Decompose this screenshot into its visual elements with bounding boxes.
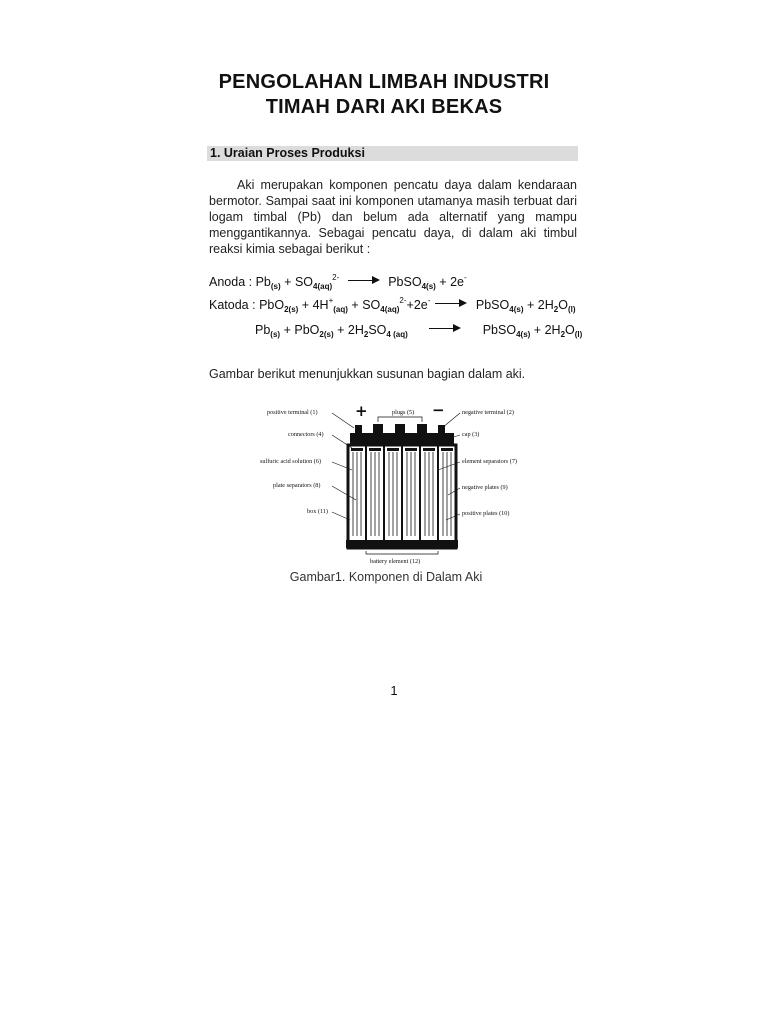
label-cap: cap (3) — [462, 431, 480, 438]
eq-charge: - — [427, 296, 431, 305]
section-heading: 1. Uraian Proses Produksi — [210, 146, 365, 160]
plug — [417, 424, 427, 434]
eq-subscript: 4 — [509, 305, 514, 314]
eq-subscript: 2 — [319, 330, 324, 339]
eq-term: PbO — [294, 323, 320, 337]
document-title — [0, 70, 768, 120]
eq-subscript: 4 — [386, 330, 391, 339]
eq-term: 2H — [347, 323, 364, 337]
eq-term: 2H — [537, 298, 554, 312]
label-plugs: plugs (5) — [392, 409, 415, 416]
eq-state: (aq) — [384, 305, 400, 314]
eq-term: PbO — [259, 298, 285, 312]
eq-charge: + — [328, 296, 334, 305]
minus-sign: − — [432, 401, 445, 419]
eq-state: (s) — [270, 282, 281, 291]
positive-terminal — [355, 425, 362, 434]
eq-term: Pb — [255, 323, 271, 337]
figure-intro-text: Gambar berikut menunjukkan susunan bagian dalam aki. — [209, 367, 526, 381]
eq-subscript: 2 — [363, 330, 369, 339]
label-box: box (11) — [307, 508, 328, 515]
section-heading-bar — [207, 146, 578, 161]
eq-term: PbSO — [475, 298, 510, 312]
label-element-separators: element separators (7) — [462, 458, 517, 465]
eq-state: (aq) — [393, 330, 408, 339]
eq-operator: + — [526, 298, 535, 312]
eq-operator: + — [351, 298, 359, 312]
eq-term: SO — [362, 298, 381, 312]
eq-state: (s) — [288, 305, 299, 314]
eq-state: (s) — [270, 330, 281, 339]
eq-subscript: 4 — [421, 282, 427, 291]
eq-operator: + — [439, 275, 447, 289]
label-sulfuric-acid: sulfuric acid solution (6) — [260, 458, 322, 465]
eq-term: 2e — [450, 275, 464, 289]
eq-state: (aq) — [317, 282, 333, 291]
equation-overall — [255, 322, 582, 343]
eq-state: (s) — [323, 330, 334, 339]
eq-state: (aq) — [333, 305, 348, 314]
eq-term: 2H — [544, 323, 561, 337]
plus-sign: + — [355, 402, 368, 420]
page-number: 1 — [390, 683, 398, 698]
reaction-arrow — [435, 299, 467, 308]
plug — [373, 424, 383, 434]
battery-cover — [350, 433, 454, 445]
eq-term: O — [558, 298, 568, 312]
eq-term: PbSO — [388, 275, 422, 289]
eq-term: PbSO — [482, 323, 517, 337]
eq-operator: + — [301, 298, 310, 312]
eq-subscript: 4 — [516, 330, 521, 339]
plug — [395, 424, 405, 434]
body-paragraph — [209, 177, 577, 257]
label-negative-plates: negative plates (9) — [462, 484, 508, 491]
paragraph-text: Aki merupakan komponen pencatu daya dalam kendaraan bermotor. Sampai saat ini komponen utamanya masih terbuat dari logam timbal (Pb) dan belum ada alternatif yang mampu menggantikannya. Sebagai pencatu daya, di dalam aki timbul reaksi kimia sebagai berikut : — [209, 178, 577, 256]
eq-operator: + — [533, 323, 542, 337]
element-bracket — [366, 551, 438, 554]
figure-caption: Gambar1. Komponen di Dalam Aki — [289, 570, 483, 584]
eq-term: 4H — [312, 298, 329, 312]
reaction-arrow — [429, 324, 461, 333]
equation-cathode — [209, 293, 576, 318]
eq-operator: + — [337, 323, 345, 337]
eq-charge: - — [464, 273, 467, 282]
cathode-label: Katoda : — [209, 298, 256, 312]
title-line-1: PENGOLAHAN LIMBAH INDUSTRI — [218, 71, 550, 93]
eq-state: (s) — [426, 282, 436, 291]
eq-operator: + — [284, 275, 292, 289]
eq-subscript: 4 — [313, 282, 318, 291]
eq-subscript: 4 — [380, 305, 385, 314]
battery-base — [346, 540, 458, 548]
label-positive-plates: positive plates (10) — [462, 510, 510, 517]
eq-operator: + — [406, 298, 414, 312]
label-plate-separators: plate separators (8) — [273, 482, 321, 489]
label-connectors: connectors (4) — [288, 431, 324, 438]
eq-state: (l) — [574, 330, 583, 339]
anode-label: Anoda : — [209, 275, 253, 289]
label-positive-terminal: positive terminal (1) — [267, 409, 318, 416]
reaction-arrow — [348, 276, 380, 285]
eq-state: (l) — [567, 305, 576, 314]
eq-term: SO — [368, 323, 387, 337]
eq-charge: 2- — [332, 273, 340, 282]
eq-state: (s) — [513, 305, 524, 314]
eq-term: O — [565, 323, 575, 337]
eq-operator: + — [283, 323, 291, 337]
eq-subscript: 2 — [553, 305, 559, 314]
eq-subscript: 2 — [560, 330, 566, 339]
plugs-bracket — [378, 417, 422, 422]
title-line-2: TIMAH DARI AKI BEKAS — [265, 96, 503, 118]
eq-term: Pb — [255, 275, 271, 289]
battery-diagram — [262, 400, 542, 572]
equation-anode — [209, 270, 467, 295]
label-battery-element: battery element (12) — [370, 558, 421, 565]
eq-state: (s) — [520, 330, 531, 339]
label-negative-terminal: negative terminal (2) — [462, 409, 514, 416]
eq-subscript: 2 — [284, 305, 289, 314]
eq-term: SO — [294, 275, 313, 289]
eq-term: 2e — [413, 298, 428, 312]
eq-charge: 2- — [399, 296, 407, 305]
